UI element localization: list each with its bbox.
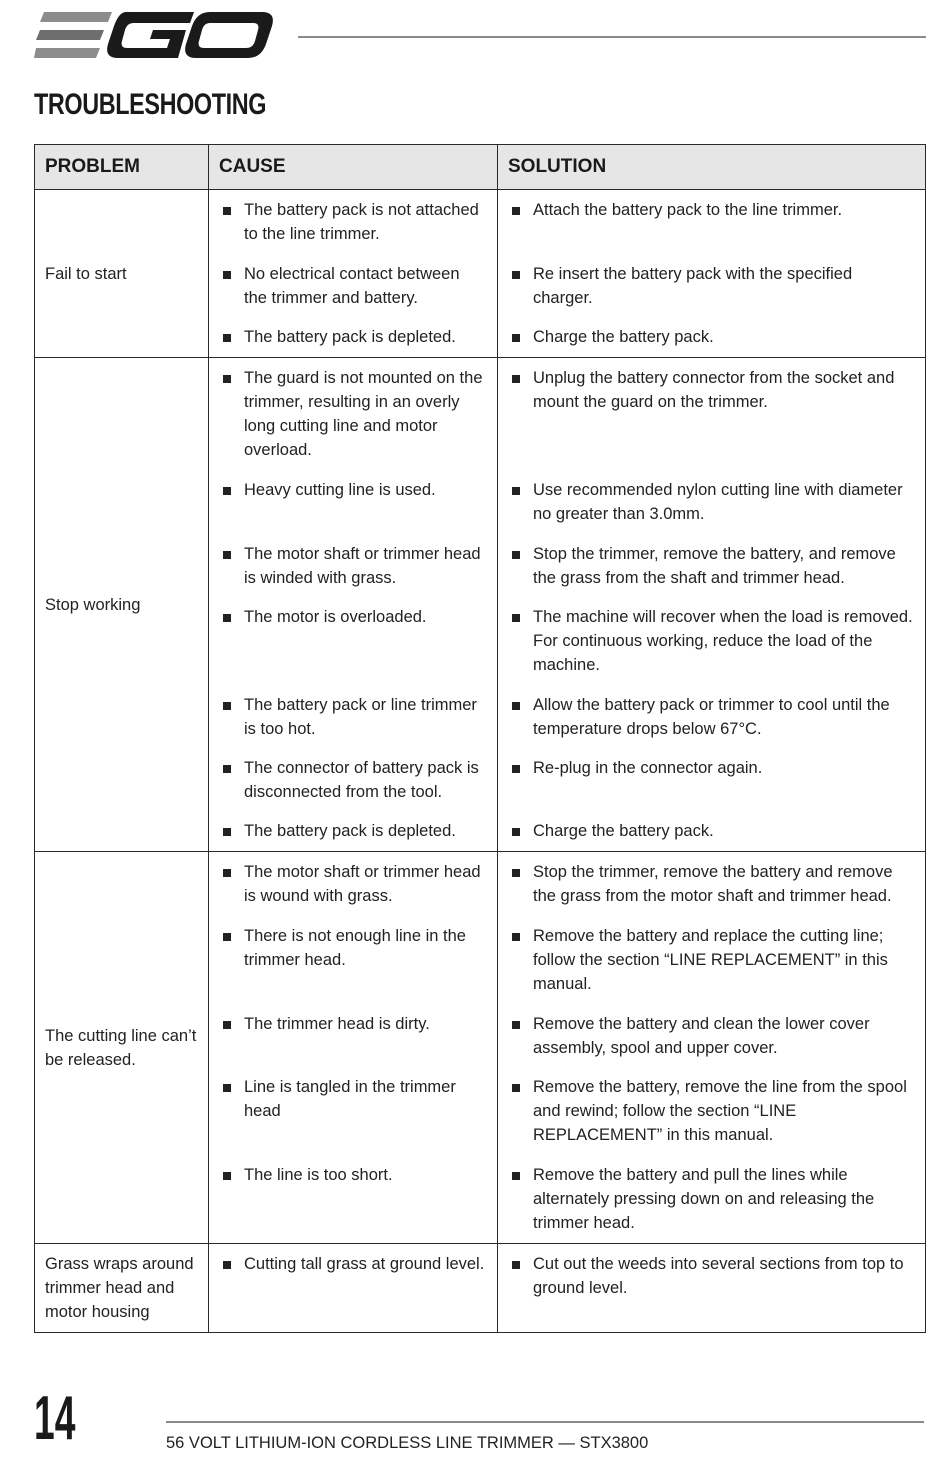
bullet-icon	[223, 1261, 231, 1269]
problem-cell: Stop working	[35, 358, 209, 852]
footer-product-title: 56 VOLT LITHIUM-ION CORDLESS LINE TRIMMER — STX3800	[166, 1434, 649, 1452]
cause-item: The motor shaft or trimmer head is winded with grass.	[219, 542, 487, 605]
solution-item: Charge the battery pack.	[508, 819, 915, 847]
bullet-icon	[223, 207, 231, 215]
bullet-icon	[512, 765, 520, 773]
cause-item: The battery pack or line trimmer is too hot.	[219, 693, 487, 756]
solution-item: Remove the battery and pull the lines while alternately pressing down on and releasing the trimmer head.	[508, 1163, 915, 1239]
cause-item: The trimmer head is dirty.	[219, 1012, 487, 1075]
bullet-icon	[512, 1261, 520, 1269]
cause-item: The line is too short.	[219, 1163, 487, 1239]
solution-item: Attach the battery pack to the line trimmer.	[508, 198, 915, 262]
cause-item: The motor is overloaded.	[219, 605, 487, 693]
bullet-icon	[512, 551, 520, 559]
cause-item: The motor shaft or trimmer head is wound with grass.	[219, 860, 487, 924]
solution-cell	[498, 190, 926, 358]
cause-item: The battery pack is depleted.	[219, 819, 487, 847]
cause-cell	[209, 852, 498, 1244]
page-number: 14	[34, 1384, 76, 1453]
solution-item: Stop the trimmer, remove the battery and remove the grass from the motor shaft and trimmer head.	[508, 860, 915, 924]
cause-item: There is not enough line in the trimmer head.	[219, 924, 487, 1012]
table-row	[35, 852, 926, 1244]
bullet-icon	[512, 933, 520, 941]
bullet-icon	[512, 869, 520, 877]
bullet-icon	[223, 933, 231, 941]
column-header-cause: CAUSE	[209, 145, 498, 190]
bullet-icon	[223, 334, 231, 342]
section-title: TROUBLESHOOTING	[34, 88, 267, 121]
bullet-icon	[512, 828, 520, 836]
bullet-icon	[512, 334, 520, 342]
column-header-problem: PROBLEM	[35, 145, 209, 190]
bullet-icon	[223, 702, 231, 710]
cause-item: The guard is not mounted on the trimmer, resulting in an overly long cutting line and motor overload.	[219, 366, 487, 478]
bullet-icon	[512, 271, 520, 279]
bullet-icon	[512, 207, 520, 215]
table-row	[35, 190, 926, 358]
bullet-icon	[223, 765, 231, 773]
solution-item: Remove the battery and clean the lower cover assembly, spool and upper cover.	[508, 1012, 915, 1075]
bullet-icon	[223, 828, 231, 836]
table-header-row	[35, 145, 926, 190]
solution-cell	[498, 852, 926, 1244]
cause-cell	[209, 190, 498, 358]
header-divider	[298, 36, 926, 38]
bullet-icon	[512, 614, 520, 622]
bullet-icon	[223, 1172, 231, 1180]
bullet-icon	[223, 614, 231, 622]
table-row	[35, 1244, 926, 1333]
cause-item: The battery pack is not attached to the line trimmer.	[219, 198, 487, 262]
solution-item: Allow the battery pack or trimmer to cool until the temperature drops below 67°C.	[508, 693, 915, 756]
bullet-icon	[512, 375, 520, 383]
cause-item: Cutting tall grass at ground level.	[219, 1252, 487, 1328]
solution-item: Remove the battery, remove the line from the spool and rewind; follow the section “LINE REPLACEMENT” in this manual.	[508, 1075, 915, 1163]
bullet-icon	[223, 271, 231, 279]
cause-cell	[209, 358, 498, 852]
footer-divider	[166, 1421, 924, 1423]
page-header	[34, 8, 926, 68]
problem-cell: Fail to start	[35, 190, 209, 358]
problem-cell: Grass wraps around trimmer head and motor housing	[35, 1244, 209, 1333]
bullet-icon	[223, 869, 231, 877]
troubleshooting-table	[34, 144, 926, 1333]
bullet-icon	[223, 551, 231, 559]
bullet-icon	[512, 1021, 520, 1029]
bullet-icon	[223, 1084, 231, 1092]
solution-cell	[498, 358, 926, 852]
cause-item: Heavy cutting line is used.	[219, 478, 487, 542]
solution-item: The machine will recover when the load is removed. For continuous working, reduce the load of the machine.	[508, 605, 915, 693]
solution-item: Cut out the weeds into several sections from top to ground level.	[508, 1252, 915, 1328]
cause-item: Line is tangled in the trimmer head	[219, 1075, 487, 1163]
bullet-icon	[223, 487, 231, 495]
cause-item: The battery pack is depleted.	[219, 325, 487, 353]
bullet-icon	[512, 702, 520, 710]
solution-item: Charge the battery pack.	[508, 325, 915, 353]
column-header-solution: SOLUTION	[498, 145, 926, 190]
solution-item: Remove the battery and replace the cutting line; follow the section “LINE REPLACEMENT” in this manual.	[508, 924, 915, 1012]
bullet-icon	[512, 1084, 520, 1092]
solution-item: Re-plug in the connector again.	[508, 756, 915, 819]
bullet-icon	[512, 487, 520, 495]
problem-cell: The cutting line can’t be released.	[35, 852, 209, 1244]
bullet-icon	[223, 1021, 231, 1029]
solution-item: Unplug the battery connector from the socket and mount the guard on the trimmer.	[508, 366, 915, 478]
solution-item: Stop the trimmer, remove the battery, and remove the grass from the shaft and trimmer head.	[508, 542, 915, 605]
bullet-icon	[223, 375, 231, 383]
table-row	[35, 358, 926, 852]
solution-item: Re insert the battery pack with the specified charger.	[508, 262, 915, 325]
solution-item: Use recommended nylon cutting line with diameter no greater than 3.0mm.	[508, 478, 915, 542]
cause-item: No electrical contact between the trimmer and battery.	[219, 262, 487, 325]
bullet-icon	[512, 1172, 520, 1180]
ego-logo-icon	[34, 8, 274, 64]
cause-cell	[209, 1244, 498, 1333]
cause-item: The connector of battery pack is disconnected from the tool.	[219, 756, 487, 819]
solution-cell	[498, 1244, 926, 1333]
